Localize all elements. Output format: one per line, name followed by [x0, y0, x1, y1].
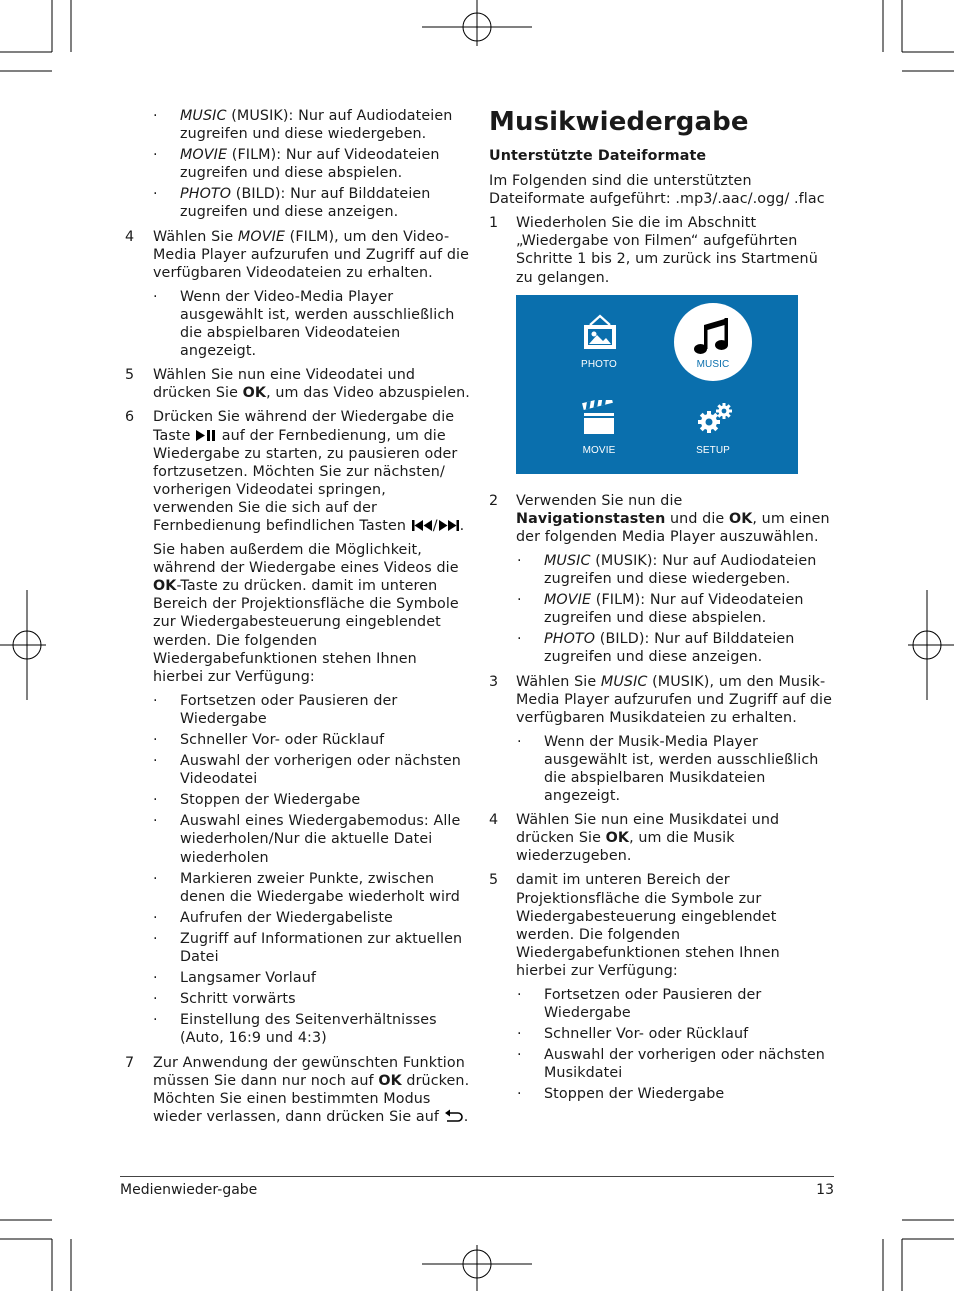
list-item: · Auswahl eines Wiedergabemodus: Alle wiederholen/Nur die aktuelle Datei wiederholen: [153, 813, 461, 866]
list-item: · Langsamer Vorlauf: [153, 970, 317, 987]
list-item: · PHOTO (BILD): Nur auf Bilddateien zugreifen und diese anzeigen.: [517, 631, 795, 666]
music-note-icon: [692, 315, 732, 357]
step-7: 7 Zur Anwendung der gewünschten Funktion müssen Sie dann nur noch auf OK drücken. Möchten Sie einen bestimmten Modus wieder verlassen, dann drücken Sie auf .: [125, 1054, 470, 1125]
list-item: · MOVIE (FILM): Nur auf Videodateien zugreifen und diese abspielen.: [153, 147, 440, 182]
list-item: · MUSIC (MUSIK): Nur auf Audiodateien zugreifen und diese wiedergeben.: [517, 552, 817, 588]
menu-label-setup: SETUP: [696, 444, 730, 456]
movie-clapper-icon: [581, 400, 617, 436]
right-column: [489, 107, 834, 1107]
list-item: · Wenn der Musik-Media Player ausgewählt ist, werden ausschließlich die abspielbaren Musikdateien angezeigt.: [517, 733, 819, 805]
step-6-paragraph: Sie haben außerdem die Möglichkeit, während der Wiedergabe eines Videos die OK-Taste zu drücken. damit im unteren Bereich der Projektionsfläche die Symbole zur Wiedergabesteuerung eingeblendet werden. Die folgenden Wiedergabefunktionen stehen Ihnen hierbei zur Verfügung:: [153, 542, 459, 685]
intro-paragraph: Im Folgenden sind die unterstützten Dateiformate aufgeführt: .mp3/.aac/.ogg/ .flac: [489, 173, 825, 208]
page-number: 13: [816, 1182, 834, 1198]
list-item: · Auswahl der vorherigen oder nächsten Videodatei: [153, 753, 461, 788]
list-item: · MUSIC (MUSIK): Nur auf Audiodateien zugreifen und diese wiedergeben.: [153, 108, 453, 143]
step-4: 4 Wählen Sie MOVIE (FILM), um den Video-Media Player aufzurufen und Zugriff auf die verfügbaren Videodateien zu erhalten.: [125, 228, 469, 281]
left-column: [120, 107, 470, 1132]
list-item: · Auswahl der vorherigen oder nächsten Musikdatei: [517, 1047, 825, 1082]
menu-label-photo: PHOTO: [581, 358, 617, 370]
menu-label-movie: MOVIE: [582, 444, 616, 456]
list-item: · Stoppen der Wiedergabe: [153, 792, 361, 809]
menu-label-music: MUSIC: [696, 358, 730, 370]
list-item: · Fortsetzen oder Pausieren der Wiedergabe: [517, 987, 762, 1022]
list-item: · Wenn der Video-Media Player ausgewählt ist, werden ausschließlich die abspielbaren Videodateien angezeigt.: [153, 288, 455, 360]
step-2: 2 Verwenden Sie nun die Navigationstasten und die OK, um einen der folgenden Media Player auszuwählen.: [489, 492, 830, 545]
section-subtitle: Unterstützte Dateiformate: [489, 148, 707, 164]
step-6: 6 Drücken Sie während der Wiedergabe die Taste auf der Fernbedienung, um die Wiedergabe zu starten, zu pausieren oder fortzusetzen. Möchten Sie zur nächsten/ vorherigen Videodatei springen, verwenden Sie die sich auf der Fernbedienung befindlichen Tasten / .: [125, 409, 465, 534]
list-item: · Schneller Vor- oder Rücklauf: [517, 1026, 749, 1043]
list-item: · Aufrufen der Wiedergabeliste: [153, 909, 393, 926]
footer-rule: [120, 1176, 834, 1177]
setup-gear-icon: [694, 400, 734, 436]
skip-next-icon: [438, 519, 460, 532]
step-1: 1 Wiederholen Sie die im Abschnitt „Wiedergabe von Filmen“ aufgeführten Schritte 1 bis 2, um zurück ins Startmenü zu gelangen.: [489, 215, 818, 286]
list-item: · PHOTO (BILD): Nur auf Bilddateien zugreifen und diese anzeigen.: [153, 186, 431, 221]
list-item: · Einstellung des Seitenverhältnisses (Auto, 16:9 und 4:3): [153, 1012, 437, 1047]
play-pause-icon: [195, 429, 217, 442]
step-4: 4 Wählen Sie nun eine Musikdatei und drücken Sie OK, um die Musik wiederzugeben.: [489, 812, 780, 865]
list-item: · Zugriff auf Informationen zur aktuellen Datei: [153, 930, 463, 966]
list-item: · Stoppen der Wiedergabe: [517, 1086, 725, 1103]
step-5: 5 damit im unteren Bereich der Projektionsfläche die Symbole zur Wiedergabesteuerung eingeblendet werden. Die folgenden Wiedergabefunktionen stehen Ihnen hierbei zur Verfügung:: [489, 872, 780, 979]
skip-previous-icon: [411, 519, 433, 532]
list-item: · Schritt vorwärts: [153, 991, 296, 1008]
step-3: 3 Wählen Sie MUSIC (MUSIK), um den Musik-Media Player aufzurufen und Zugriff auf die verfügbaren Musikdateien zu erhalten.: [489, 673, 832, 726]
list-item: · Fortsetzen oder Pausieren der Wiedergabe: [153, 692, 398, 727]
back-icon: [444, 1109, 464, 1123]
step-5: 5 Wählen Sie nun eine Videodatei und drücken Sie OK, um das Video abzuspielen.: [125, 367, 470, 402]
photo-icon: [581, 313, 619, 351]
page-title: Musikwiedergabe: [489, 107, 749, 137]
list-item: · Markieren zweier Punkte, zwischen denen die Wiedergabe wiederholt wird: [153, 870, 460, 905]
footer-section-name: Medienwieder-gabe: [120, 1182, 258, 1198]
list-item: · MOVIE (FILM): Nur auf Videodateien zugreifen und diese abspielen.: [517, 592, 804, 627]
list-item: · Schneller Vor- oder Rücklauf: [153, 732, 385, 748]
home-menu-screenshot: [516, 295, 798, 474]
